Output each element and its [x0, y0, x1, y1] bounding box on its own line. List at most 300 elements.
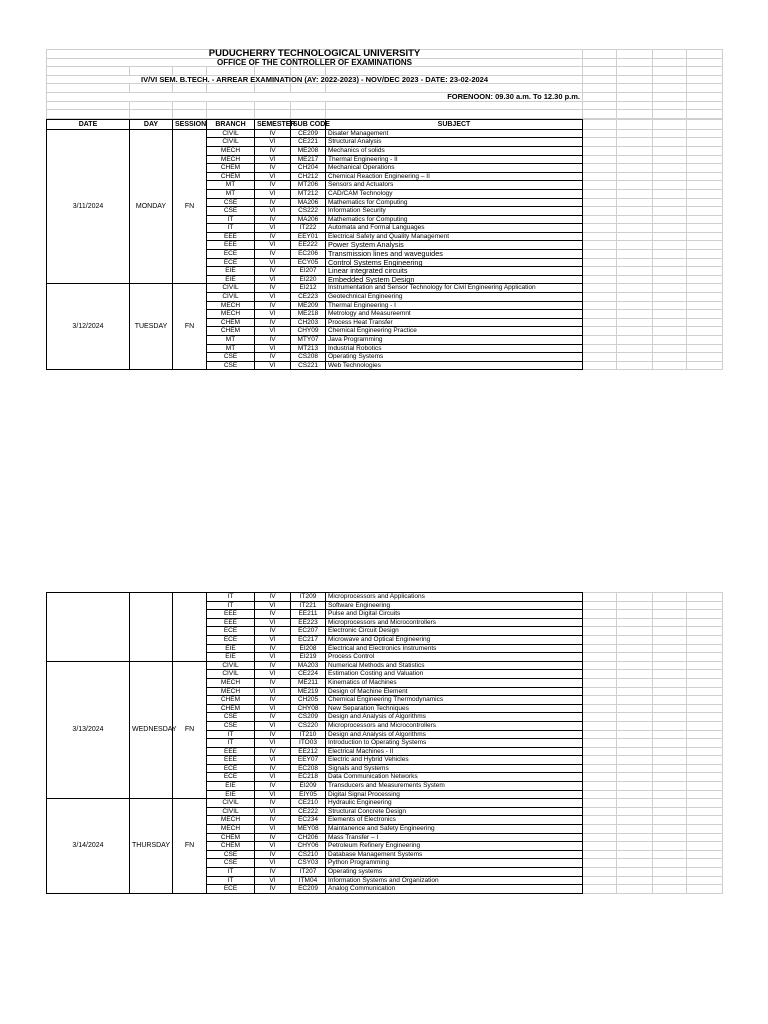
branch-cell: CSE: [207, 207, 255, 216]
empty-cell: [583, 284, 617, 293]
empty-cell: [687, 232, 723, 241]
empty-cell: [617, 825, 653, 834]
exam-timetable-page-2: [46, 592, 722, 894]
empty-cell: [617, 224, 653, 233]
sub-code-cell: EC207: [291, 627, 326, 636]
branch-cell: CHEM: [207, 842, 255, 851]
semester-cell: VI: [255, 653, 291, 662]
empty-cell: [617, 850, 653, 859]
empty-cell: [617, 730, 653, 739]
empty-cell: [583, 816, 617, 825]
branch-cell: IT: [207, 215, 255, 224]
subject-cell: Software Engineering: [326, 601, 583, 610]
sub-code-cell: MT206: [291, 181, 326, 190]
subject-cell: Mechanical Operations: [326, 164, 583, 173]
empty-cell: [687, 842, 723, 851]
empty-cell: [583, 807, 617, 816]
sub-code-cell: EEY07: [291, 756, 326, 765]
semester-cell: VI: [255, 224, 291, 233]
empty-cell: [583, 859, 617, 868]
sub-code-cell: ECY05: [291, 258, 326, 267]
semester-cell: IV: [255, 232, 291, 241]
sub-code-cell: CE221: [291, 138, 326, 147]
branch-cell: MECH: [207, 301, 255, 310]
subject-cell: Automata and Formal Languages: [326, 224, 583, 233]
sub-code-cell: MT212: [291, 189, 326, 198]
semester-cell: IV: [255, 301, 291, 310]
empty-cell: [583, 275, 617, 284]
empty-cell: [617, 635, 653, 644]
sub-code-cell: ME218: [291, 310, 326, 319]
empty-cell: [653, 704, 687, 713]
empty-cell: [617, 859, 653, 868]
empty-cell: [653, 687, 687, 696]
sub-code-cell: CHY08: [291, 704, 326, 713]
semester-cell: IV: [255, 593, 291, 602]
empty-cell: [653, 885, 687, 894]
empty-cell: [617, 610, 653, 619]
sub-code-cell: CH206: [291, 833, 326, 842]
empty-cell: [687, 825, 723, 834]
date-cell: [47, 593, 130, 662]
subject-cell: Signals and Systems: [326, 764, 583, 773]
table-row: [47, 284, 723, 293]
day-cell: THURSDAY: [130, 799, 173, 894]
empty-cell: [583, 146, 617, 155]
empty-cell: [617, 782, 653, 791]
sub-code-cell: CE210: [291, 799, 326, 808]
empty-cell: [687, 138, 723, 147]
branch-cell: MECH: [207, 825, 255, 834]
branch-cell: IT: [207, 224, 255, 233]
semester-cell: VI: [255, 721, 291, 730]
empty-cell: [653, 181, 687, 190]
sub-code-cell: EC208: [291, 764, 326, 773]
empty-cell: [653, 807, 687, 816]
empty-cell: [653, 164, 687, 173]
empty-cell: [583, 618, 617, 627]
branch-cell: MECH: [207, 678, 255, 687]
empty-cell: [687, 593, 723, 602]
empty-cell: [687, 773, 723, 782]
sub-code-cell: ITO03: [291, 739, 326, 748]
empty-cell: [583, 258, 617, 267]
empty-cell: [583, 825, 617, 834]
empty-cell: [653, 301, 687, 310]
empty-cell: [687, 198, 723, 207]
sub-code-cell: EE212: [291, 747, 326, 756]
subject-cell: New Separation Techniques: [326, 704, 583, 713]
empty-cell: [617, 653, 653, 662]
sub-code-cell: EIY05: [291, 790, 326, 799]
semester-cell: VI: [255, 172, 291, 181]
empty-cell: [687, 267, 723, 276]
branch-cell: EEE: [207, 232, 255, 241]
branch-cell: ECE: [207, 885, 255, 894]
sub-code-cell: ME208: [291, 146, 326, 155]
semester-cell: VI: [255, 207, 291, 216]
empty-cell: [583, 301, 617, 310]
empty-cell: [617, 627, 653, 636]
semester-cell: IV: [255, 198, 291, 207]
branch-cell: EEE: [207, 241, 255, 250]
empty-cell: [687, 250, 723, 259]
subject-cell: Process Heat Transfer: [326, 318, 583, 327]
sub-code-cell: EEY01: [291, 232, 326, 241]
semester-cell: VI: [255, 842, 291, 851]
empty-cell: [583, 310, 617, 319]
empty-cell: [583, 172, 617, 181]
empty-cell: [653, 258, 687, 267]
empty-cell: [653, 730, 687, 739]
table-row: [47, 593, 723, 602]
semester-cell: VI: [255, 773, 291, 782]
empty-cell: [687, 172, 723, 181]
empty-cell: [687, 189, 723, 198]
branch-cell: MECH: [207, 816, 255, 825]
empty-cell: [687, 833, 723, 842]
branch-cell: MECH: [207, 146, 255, 155]
empty-cell: [583, 773, 617, 782]
empty-cell: [687, 344, 723, 353]
empty-cell: [653, 146, 687, 155]
session-cell: FN: [173, 799, 207, 894]
empty-cell: [583, 747, 617, 756]
empty-cell: [653, 635, 687, 644]
sub-code-cell: CS208: [291, 353, 326, 362]
empty-cell: [617, 713, 653, 722]
session-cell: FN: [173, 284, 207, 370]
empty-cell: [617, 189, 653, 198]
branch-cell: EIE: [207, 267, 255, 276]
empty-cell: [617, 747, 653, 756]
empty-cell: [617, 696, 653, 705]
empty-cell: [583, 601, 617, 610]
empty-cell: [687, 310, 723, 319]
subject-cell: Python Programming: [326, 859, 583, 868]
empty-cell: [617, 593, 653, 602]
empty-cell: [653, 267, 687, 276]
sub-code-cell: IT222: [291, 224, 326, 233]
empty-cell: [687, 627, 723, 636]
empty-cell: [617, 764, 653, 773]
session-cell: FN: [173, 129, 207, 284]
empty-cell: [653, 842, 687, 851]
empty-cell: [653, 618, 687, 627]
semester-cell: IV: [255, 627, 291, 636]
empty-cell: [653, 627, 687, 636]
semester-cell: VI: [255, 876, 291, 885]
branch-cell: CHEM: [207, 696, 255, 705]
semester-cell: VI: [255, 601, 291, 610]
empty-cell: [687, 816, 723, 825]
empty-cell: [653, 721, 687, 730]
empty-cell: [617, 250, 653, 259]
semester-cell: IV: [255, 644, 291, 653]
subject-cell: Petroleum Refinery Engineering: [326, 842, 583, 851]
empty-cell: [687, 747, 723, 756]
subject-cell: Power System Analysis: [326, 241, 583, 250]
empty-cell: [617, 344, 653, 353]
branch-cell: EIE: [207, 782, 255, 791]
branch-cell: MT: [207, 189, 255, 198]
branch-cell: MT: [207, 336, 255, 345]
semester-cell: VI: [255, 344, 291, 353]
semester-cell: VI: [255, 189, 291, 198]
branch-cell: CIVIL: [207, 670, 255, 679]
empty-cell: [617, 704, 653, 713]
sub-code-cell: EE211: [291, 610, 326, 619]
col-branch: BRANCH: [207, 119, 255, 129]
empty-cell: [653, 361, 687, 370]
sub-code-cell: MEY08: [291, 825, 326, 834]
branch-cell: ECE: [207, 635, 255, 644]
empty-cell: [653, 644, 687, 653]
empty-cell: [583, 670, 617, 679]
branch-cell: IT: [207, 593, 255, 602]
empty-cell: [617, 293, 653, 302]
empty-cell: [617, 181, 653, 190]
empty-cell: [617, 198, 653, 207]
empty-cell: [687, 790, 723, 799]
sub-code-cell: MA206: [291, 198, 326, 207]
empty-cell: [617, 310, 653, 319]
branch-cell: EIE: [207, 275, 255, 284]
branch-cell: CSE: [207, 859, 255, 868]
branch-cell: ECE: [207, 627, 255, 636]
subject-cell: Digital Signal Processing: [326, 790, 583, 799]
empty-cell: [653, 816, 687, 825]
branch-cell: IT: [207, 868, 255, 877]
empty-cell: [687, 258, 723, 267]
empty-cell: [583, 730, 617, 739]
branch-cell: CIVIL: [207, 138, 255, 147]
empty-cell: [617, 842, 653, 851]
empty-cell: [653, 284, 687, 293]
subject-cell: Electrical Safety and Quality Management: [326, 232, 583, 241]
empty-cell: [583, 610, 617, 619]
empty-cell: [687, 361, 723, 370]
sub-code-cell: MA203: [291, 661, 326, 670]
subject-cell: Microwave and Optical Engineering: [326, 635, 583, 644]
date-cell: 3/11/2024: [47, 129, 130, 284]
subject-cell: Control Systems Engineering: [326, 258, 583, 267]
sub-code-cell: EE222: [291, 241, 326, 250]
date-cell: 3/13/2024: [47, 661, 130, 799]
branch-cell: ECE: [207, 764, 255, 773]
branch-cell: CIVIL: [207, 799, 255, 808]
empty-cell: [617, 644, 653, 653]
empty-cell: [653, 232, 687, 241]
subject-cell: Mass Transfer – I: [326, 833, 583, 842]
subject-cell: Linear integrated circuits: [326, 267, 583, 276]
branch-cell: MECH: [207, 310, 255, 319]
subject-cell: Structural Analysis: [326, 138, 583, 147]
sub-code-cell: EI219: [291, 653, 326, 662]
subject-cell: Chemical Engineering Practice: [326, 327, 583, 336]
empty-cell: [583, 155, 617, 164]
exam-timetable-page-1: [46, 49, 722, 370]
empty-cell: [653, 224, 687, 233]
empty-cell: [583, 207, 617, 216]
col-session: SESSION: [173, 119, 207, 129]
subject-cell: Thermal Engineering - II: [326, 155, 583, 164]
empty-cell: [583, 713, 617, 722]
empty-cell: [583, 250, 617, 259]
empty-cell: [653, 275, 687, 284]
branch-cell: IT: [207, 730, 255, 739]
sub-code-cell: CSY03: [291, 859, 326, 868]
sub-code-cell: CS209: [291, 713, 326, 722]
empty-cell: [653, 593, 687, 602]
empty-cell: [617, 687, 653, 696]
empty-cell: [687, 327, 723, 336]
sub-code-cell: EI209: [291, 782, 326, 791]
empty-cell: [653, 825, 687, 834]
empty-cell: [583, 215, 617, 224]
branch-cell: CHEM: [207, 172, 255, 181]
empty-cell: [583, 361, 617, 370]
branch-cell: CSE: [207, 353, 255, 362]
col-sub-code: SUB CODE: [291, 119, 326, 129]
empty-cell: [583, 138, 617, 147]
semester-cell: IV: [255, 850, 291, 859]
empty-cell: [687, 284, 723, 293]
empty-cell: [583, 868, 617, 877]
empty-cell: [687, 661, 723, 670]
sub-code-cell: EI208: [291, 644, 326, 653]
col-semester: SEMESTER: [255, 119, 291, 129]
empty-cell: [583, 267, 617, 276]
subject-cell: Microprocessors and Applications: [326, 593, 583, 602]
empty-cell: [687, 756, 723, 765]
semester-cell: IV: [255, 284, 291, 293]
day-cell: WEDNESDAY: [130, 661, 173, 799]
empty-cell: [653, 756, 687, 765]
semester-cell: IV: [255, 816, 291, 825]
branch-cell: CIVIL: [207, 293, 255, 302]
empty-cell: [583, 782, 617, 791]
sub-code-cell: IT210: [291, 730, 326, 739]
branch-cell: CHEM: [207, 704, 255, 713]
branch-cell: CSE: [207, 361, 255, 370]
sub-code-cell: MT213: [291, 344, 326, 353]
empty-cell: [583, 224, 617, 233]
branch-cell: EIE: [207, 653, 255, 662]
branch-cell: ECE: [207, 773, 255, 782]
empty-cell: [653, 799, 687, 808]
semester-cell: VI: [255, 756, 291, 765]
empty-cell: [617, 336, 653, 345]
empty-cell: [617, 773, 653, 782]
sub-code-cell: EC217: [291, 635, 326, 644]
semester-cell: VI: [255, 241, 291, 250]
empty-cell: [583, 661, 617, 670]
subject-cell: CAD/CAM Technology: [326, 189, 583, 198]
branch-cell: CHEM: [207, 833, 255, 842]
empty-cell: [617, 361, 653, 370]
sub-code-cell: CS221: [291, 361, 326, 370]
timetable-table-continued: [46, 592, 723, 894]
empty-cell: [617, 232, 653, 241]
branch-cell: CSE: [207, 721, 255, 730]
branch-cell: CIVIL: [207, 661, 255, 670]
semester-cell: VI: [255, 790, 291, 799]
empty-cell: [617, 164, 653, 173]
office-name: OFFICE OF THE CONTROLLER OF EXAMINATIONS: [47, 58, 583, 67]
empty-cell: [583, 721, 617, 730]
sub-code-cell: CH203: [291, 318, 326, 327]
empty-cell: [653, 250, 687, 259]
empty-cell: [653, 764, 687, 773]
branch-cell: CSE: [207, 713, 255, 722]
empty-cell: [583, 336, 617, 345]
empty-cell: [653, 293, 687, 302]
subject-cell: Instrumentation and Sensor Technology for Civil Engineering Application: [326, 284, 583, 293]
empty-cell: [583, 876, 617, 885]
subject-cell: Metrology and Measureemnt: [326, 310, 583, 319]
empty-cell: [653, 138, 687, 147]
empty-cell: [583, 232, 617, 241]
semester-cell: IV: [255, 678, 291, 687]
sub-code-cell: ME211: [291, 678, 326, 687]
empty-cell: [617, 799, 653, 808]
branch-cell: CHEM: [207, 318, 255, 327]
subject-cell: Electric and Hybrid Vehicles: [326, 756, 583, 765]
subject-cell: Disater Management: [326, 129, 583, 138]
sub-code-cell: CH212: [291, 172, 326, 181]
empty-cell: [583, 353, 617, 362]
empty-cell: [617, 670, 653, 679]
subject-cell: Pulse and Digital Circuits: [326, 610, 583, 619]
subject-cell: Elements of Electronics: [326, 816, 583, 825]
empty-cell: [653, 833, 687, 842]
empty-cell: [617, 138, 653, 147]
empty-cell: [687, 739, 723, 748]
empty-cell: [583, 696, 617, 705]
empty-cell: [583, 653, 617, 662]
empty-cell: [653, 155, 687, 164]
empty-cell: [687, 164, 723, 173]
sub-code-cell: ME219: [291, 687, 326, 696]
semester-cell: IV: [255, 799, 291, 808]
empty-cell: [687, 678, 723, 687]
branch-cell: EIE: [207, 644, 255, 653]
subject-cell: Embedded System Design: [326, 275, 583, 284]
sub-code-cell: EI220: [291, 275, 326, 284]
semester-cell: IV: [255, 250, 291, 259]
empty-cell: [617, 207, 653, 216]
empty-cell: [687, 146, 723, 155]
empty-cell: [687, 207, 723, 216]
subject-cell: Electrical Machines - II: [326, 747, 583, 756]
empty-cell: [583, 644, 617, 653]
subject-cell: Structural Concrete Design: [326, 807, 583, 816]
empty-cell: [653, 318, 687, 327]
day-cell: TUESDAY: [130, 284, 173, 370]
branch-cell: IT: [207, 739, 255, 748]
semester-cell: VI: [255, 310, 291, 319]
branch-cell: CSE: [207, 850, 255, 859]
empty-cell: [617, 678, 653, 687]
empty-cell: [687, 730, 723, 739]
branch-cell: MT: [207, 344, 255, 353]
empty-cell: [653, 610, 687, 619]
empty-cell: [583, 344, 617, 353]
subject-cell: Chemical Reaction Engineering – II: [326, 172, 583, 181]
empty-cell: [653, 198, 687, 207]
branch-cell: CIVIL: [207, 284, 255, 293]
